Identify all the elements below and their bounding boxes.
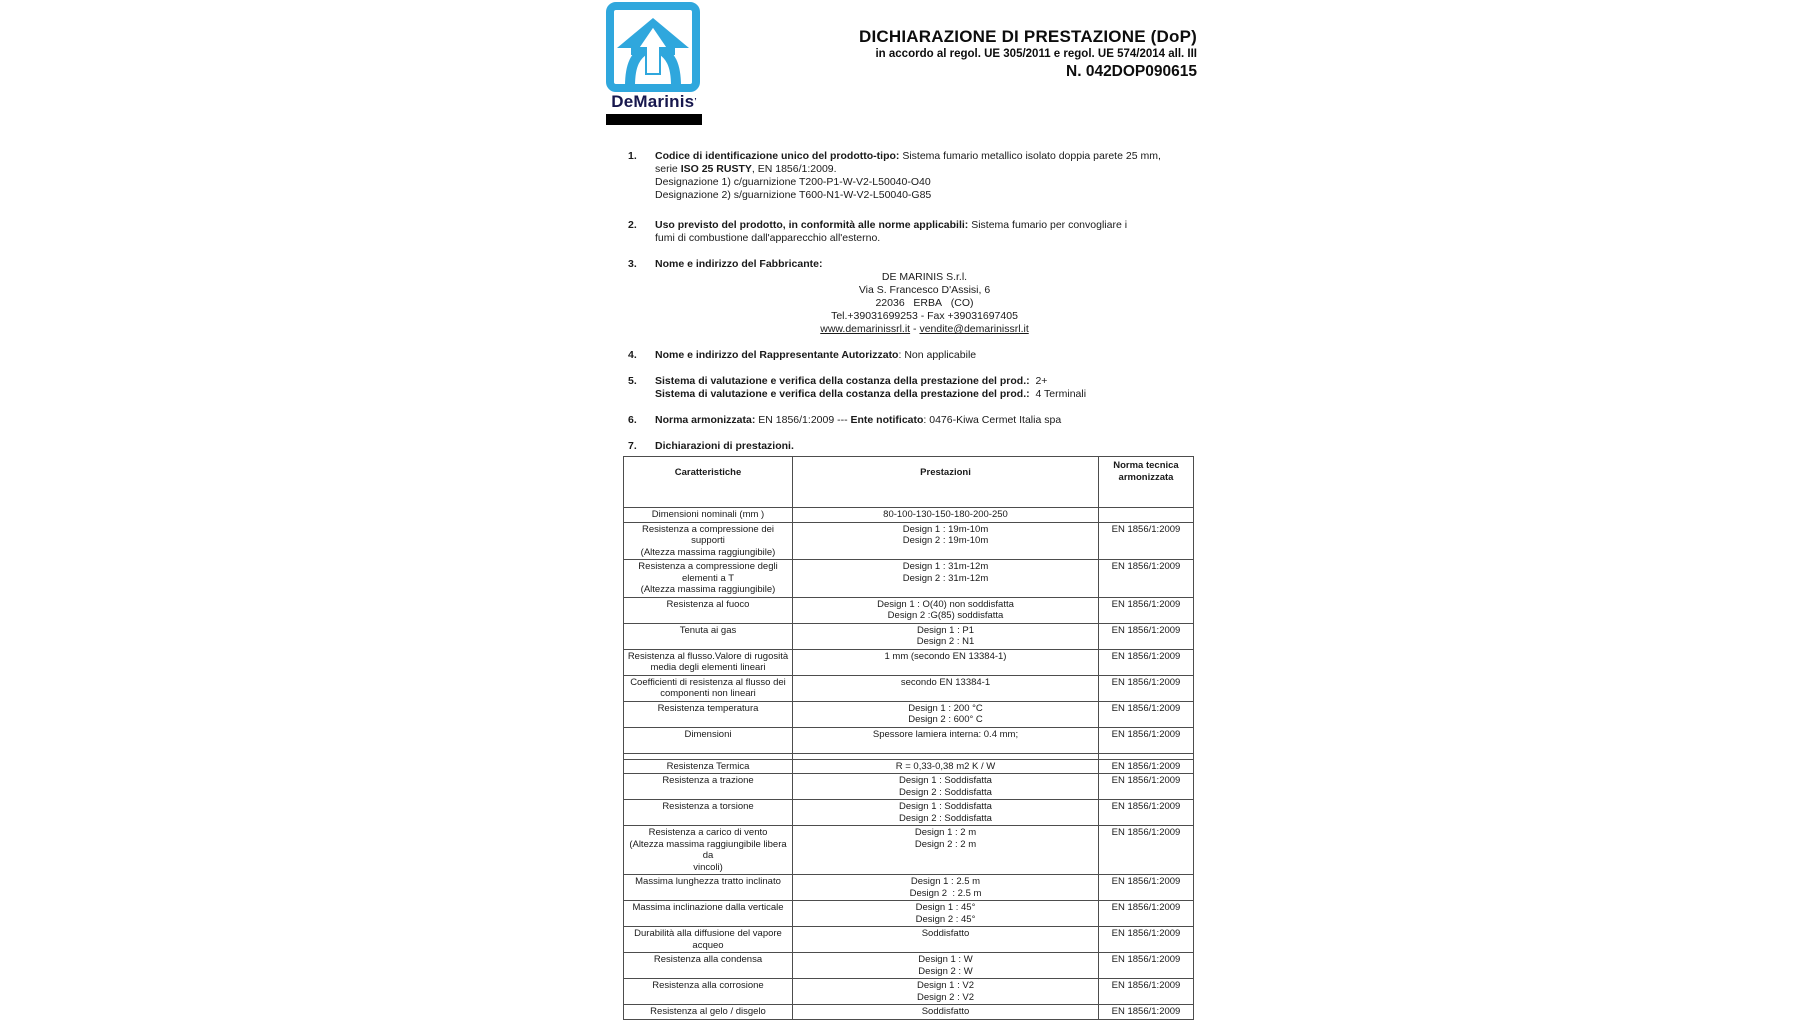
document-item-1	[628, 150, 1194, 202]
item-body	[655, 258, 1194, 336]
table-cell-line: Design 2 :G(85) soddisfatta	[887, 610, 1004, 621]
table-cell-line: acqueo	[692, 939, 724, 951]
table-cell-norma	[1099, 623, 1194, 649]
table-row	[624, 508, 1194, 523]
table-cell-line: Resistenza a torsione	[662, 801, 754, 812]
table-cell-line: (Altezza massima raggiungibile libera da	[629, 838, 787, 861]
table-cell-line: Design 2 : W	[918, 965, 973, 977]
text-segment: Nome e indirizzo del Fabbricante:	[655, 258, 823, 270]
demarinis-logo	[605, 2, 703, 125]
table-cell	[793, 522, 1099, 560]
table-cell-line: EN 1856/1:2009	[1111, 827, 1181, 838]
table-header-row	[624, 457, 1194, 508]
table-cell	[793, 1005, 1099, 1020]
text-segment: : 0476-Kiwa Cermet Italia spa	[923, 414, 1062, 426]
table-cell-line: EN 1856/1:2009	[1111, 1006, 1181, 1017]
table-cell	[624, 675, 793, 701]
item-number: 4.	[628, 349, 637, 361]
table-cell-line: 80-100-130-150-180-200-250	[883, 509, 1008, 520]
table-cell-norma	[1099, 649, 1194, 675]
text-segment: Sistema fumario metallico isolato doppia parete 25 mm,	[899, 150, 1161, 162]
table-cell	[793, 701, 1099, 727]
table-cell	[624, 927, 793, 953]
table-cell-line: vincoli)	[693, 861, 723, 873]
declarations-table	[623, 456, 1194, 1020]
table-cell	[624, 774, 793, 800]
text-line	[655, 375, 1194, 388]
document-item-4	[628, 349, 1194, 362]
text-segment: Dichiarazioni di prestazioni.	[655, 440, 794, 452]
table-cell	[793, 623, 1099, 649]
table-cell-line: Design 1 : V2	[916, 980, 975, 991]
table-cell	[793, 675, 1099, 701]
manufacturer-address-block	[655, 271, 1194, 336]
table-cell	[793, 597, 1099, 623]
table-cell	[793, 953, 1099, 979]
document-number: N. 042DOP090615	[1066, 63, 1197, 80]
text-segment: DE MARINIS S.r.l.	[881, 271, 968, 283]
table-cell-line: componenti non lineari	[660, 688, 756, 699]
text-line	[655, 284, 1194, 297]
table-cell	[793, 875, 1099, 901]
table-cell-norma	[1099, 759, 1194, 774]
item-body	[655, 440, 1194, 453]
text-segment: Norma armonizzata:	[655, 414, 756, 426]
table-cell-line: Soddisfatto	[921, 928, 970, 939]
table-cell-norma	[1099, 826, 1194, 875]
text-line	[655, 440, 1194, 453]
table-cell	[793, 759, 1099, 774]
table-cell-line: Design 1 : Soddisfatta	[899, 775, 992, 786]
item-number: 5.	[628, 375, 637, 387]
table-cell	[624, 701, 793, 727]
text-line	[655, 163, 1194, 176]
table-cell-line: Resistenza alla condensa	[653, 954, 763, 965]
table-cell-line: Design 2 : 2.5 m	[909, 887, 982, 899]
table-cell-line: Design 1 : 2 m	[914, 827, 977, 838]
table-cell-line: EN 1856/1:2009	[1111, 702, 1181, 714]
table-cell-norma	[1099, 927, 1194, 953]
text-segment: Via S. Francesco D'Assisi, 6	[858, 284, 991, 296]
table-cell	[624, 560, 793, 598]
table-row	[624, 727, 1194, 753]
logo-black-bar	[606, 114, 702, 125]
table-cell-line: Resistenza al flusso.Valore di rugosità	[627, 650, 789, 662]
table-cell-line: Design 1 : P1	[916, 624, 975, 636]
table-cell-line: Coefficienti di resistenza al flusso dei	[630, 676, 786, 688]
text-segment: Sistema di valutazione e verifica della costanza della prestazione del prod.:	[655, 375, 1030, 387]
table-cell-line: EN 1856/1:2009	[1111, 676, 1181, 688]
item-body	[655, 219, 1194, 245]
document-item-5	[628, 375, 1194, 401]
table-cell-line: Design 2 : 45°	[915, 913, 976, 925]
table-cell-line: EN 1856/1:2009	[1111, 650, 1181, 662]
items-list	[628, 150, 1194, 466]
table-cell-norma	[1099, 522, 1194, 560]
text-segment: Sistema fumario per convogliare i	[968, 219, 1128, 231]
table-row	[624, 1005, 1194, 1020]
table-cell	[793, 979, 1099, 1005]
item-number: 7.	[628, 440, 637, 452]
table-cell-line: Design 1 : Soddisfatta	[899, 801, 992, 812]
text-segment: EN 1856/1:2009 ---	[755, 414, 851, 426]
table-cell-line: EN 1856/1:2009	[1111, 523, 1181, 535]
document-item-7	[628, 440, 1194, 453]
text-segment: serie	[655, 163, 681, 175]
chimney-logo-icon	[605, 2, 701, 92]
table-row	[624, 759, 1194, 774]
table-cell-line: Resistenza temperatura	[657, 702, 759, 714]
table-cell	[624, 623, 793, 649]
table-cell	[793, 800, 1099, 826]
table-cell	[624, 649, 793, 675]
table-cell-line: Dimensioni	[684, 728, 732, 740]
table-row	[624, 597, 1194, 623]
table-cell-line: EN 1856/1:2009	[1111, 624, 1181, 636]
table-row	[624, 953, 1194, 979]
table-cell-norma	[1099, 901, 1194, 927]
column-header-caratteristiche: Caratteristiche	[624, 457, 793, 508]
table-cell-line: EN 1856/1:2009	[1111, 561, 1181, 572]
text-segment: 2+	[1029, 375, 1048, 387]
table-cell-line	[795, 740, 1096, 752]
text-line	[655, 219, 1194, 232]
table-cell-line: (Altezza massima raggiungibile)	[640, 546, 776, 558]
table-row	[624, 901, 1194, 927]
column-header-norma: Norma tecnica armonizzata	[1099, 457, 1194, 508]
table-cell-line	[1101, 509, 1191, 521]
text-segment: : Non applicabile	[898, 349, 977, 361]
table-cell-norma	[1099, 1005, 1194, 1020]
table-cell-line: Design 1 : W	[918, 954, 973, 965]
table-cell-norma	[1099, 953, 1194, 979]
table-row	[624, 649, 1194, 675]
table-cell-norma	[1099, 597, 1194, 623]
table-cell-line: EN 1856/1:2009	[1111, 980, 1181, 991]
table-row	[624, 875, 1194, 901]
logo-trademark: ’	[694, 97, 697, 106]
table-cell-norma	[1099, 675, 1194, 701]
performance-table	[623, 456, 1194, 1020]
table-cell	[624, 1005, 793, 1020]
text-segment: 4 Terminali	[1029, 388, 1087, 400]
table-cell	[793, 560, 1099, 598]
text-line	[655, 414, 1194, 427]
table-cell	[624, 875, 793, 901]
text-line	[655, 258, 1194, 271]
link[interactable]: vendite@demarinissrl.it	[919, 323, 1029, 335]
item-number: 2.	[628, 219, 637, 231]
table-cell-line: secondo EN 13384-1	[900, 676, 991, 688]
table-cell-line: Design 1 : 45°	[915, 902, 976, 913]
table-cell-line: Tenuta ai gas	[679, 624, 737, 636]
table-cell-line: Durabilità alla diffusione del vapore	[634, 928, 782, 939]
table-row	[624, 774, 1194, 800]
text-segment: Tel.+39031699253 - Fax +39031697405	[831, 310, 1018, 322]
text-segment: Nome e indirizzo del Rappresentante Autorizzato	[655, 349, 899, 361]
table-cell-line: Design 1 : 2.5 m	[910, 876, 981, 887]
table-cell-line: (Altezza massima raggiungibile)	[640, 584, 776, 595]
table-row	[624, 979, 1194, 1005]
document-item-6	[628, 414, 1194, 427]
text-segment: Uso previsto del prodotto, in conformità alle norme applicabili:	[655, 219, 969, 231]
table-row	[624, 701, 1194, 727]
table-cell-line: EN 1856/1:2009	[1111, 598, 1181, 610]
table-cell-line: EN 1856/1:2009	[1111, 954, 1181, 965]
item-number: 3.	[628, 258, 637, 270]
table-cell	[793, 508, 1099, 523]
link[interactable]: www.demarinissrl.it	[820, 323, 911, 335]
table-cell	[624, 522, 793, 560]
table-cell	[624, 508, 793, 523]
text-line	[655, 232, 1194, 245]
table-cell-line: Resistenza alla corrosione	[652, 980, 764, 991]
table-cell	[624, 953, 793, 979]
table-cell-line: EN 1856/1:2009	[1111, 775, 1181, 786]
table-cell	[624, 800, 793, 826]
table-cell-line: EN 1856/1:2009	[1111, 728, 1181, 740]
text-line	[655, 271, 1194, 284]
text-line	[655, 297, 1194, 310]
table-cell-norma	[1099, 774, 1194, 800]
text-segment: , EN 1856/1:2009.	[751, 163, 837, 175]
text-line	[655, 176, 1194, 189]
table-cell-line: Design 2 : Soddisfatta	[899, 786, 992, 798]
document-title: DICHIARAZIONE DI PRESTAZIONE (DoP)	[859, 27, 1197, 46]
table-cell-norma	[1099, 800, 1194, 826]
table-cell	[624, 727, 793, 753]
table-cell-line: Dimensioni nominali (mm )	[651, 509, 765, 520]
text-segment: Designazione 2) s/guarnizione T600-N1-W-V2-L50040-G85	[655, 189, 932, 201]
text-segment: 22036 ERBA (CO)	[875, 297, 974, 309]
table-cell	[793, 826, 1099, 875]
item-body	[655, 375, 1194, 401]
logo-wordmark: DeMarinis’	[611, 92, 697, 111]
text-line	[655, 310, 1194, 323]
table-cell-line: EN 1856/1:2009	[1111, 928, 1181, 939]
document-item-3	[628, 258, 1194, 336]
table-cell-line: Design 2 : Soddisfatta	[899, 812, 992, 824]
table-cell	[793, 927, 1099, 953]
table-cell-line: Resistenza Termica	[666, 760, 750, 772]
table-cell	[793, 649, 1099, 675]
table-cell-norma	[1099, 508, 1194, 523]
text-segment: Codice di identificazione unico del prodotto-tipo:	[655, 150, 900, 162]
table-cell-line: EN 1856/1:2009	[1111, 801, 1181, 812]
text-segment: fumi di combustione dall'apparecchio all'esterno.	[655, 232, 881, 244]
table-cell-line: Resistenza a carico di vento	[648, 827, 768, 838]
table-cell-line: Resistenza al fuoco	[666, 598, 750, 610]
table-cell-line: 1 mm (secondo EN 13384-1)	[884, 650, 1007, 662]
text-segment: -	[910, 323, 920, 335]
table-row	[624, 675, 1194, 701]
table-cell	[624, 759, 793, 774]
text-line	[655, 189, 1194, 202]
table-cell-line: Design 1 : O(40) non soddisfatta	[877, 598, 1014, 610]
table-row	[624, 826, 1194, 875]
table-cell	[793, 774, 1099, 800]
table-cell	[793, 901, 1099, 927]
table-cell-line: Design 2 : 600° C	[908, 714, 983, 725]
table-cell	[624, 979, 793, 1005]
table-cell-line: Design 2 : N1	[916, 636, 975, 647]
table-cell-line: Resistenza al gelo / disgelo	[650, 1006, 766, 1017]
text-line	[655, 349, 1194, 362]
table-cell-line: Design 2 : 19m-10m	[902, 535, 989, 546]
table-cell-norma	[1099, 560, 1194, 598]
table-cell-line: Design 1 : 200 °C	[908, 702, 983, 714]
table-cell-line: Design 2 : 2 m	[914, 838, 977, 850]
document-header	[700, 27, 1197, 81]
table-cell-norma	[1099, 727, 1194, 753]
item-body	[655, 150, 1194, 202]
table-cell-line: R = 0,33-0,38 m2 K / W	[895, 760, 996, 772]
table-cell	[624, 901, 793, 927]
table-cell-line: EN 1856/1:2009	[1111, 876, 1181, 887]
table-cell-norma	[1099, 979, 1194, 1005]
table-cell-line: Resistenza a trazione	[662, 775, 754, 786]
text-line	[655, 150, 1194, 163]
table-row	[624, 522, 1194, 560]
table-cell-line: Soddisfatto	[921, 1006, 970, 1017]
text-segment: Designazione 1) c/guarnizione T200-P1-W-V2-L50040-O40	[655, 176, 931, 188]
table-cell-norma	[1099, 701, 1194, 727]
item-number: 6.	[628, 414, 637, 426]
table-cell-line: Massima inclinazione dalla verticale	[632, 902, 784, 913]
document-subtitle: in accordo al regol. UE 305/2011 e regol. UE 574/2014 all. III	[875, 48, 1197, 60]
table-cell-norma	[1099, 875, 1194, 901]
table-cell-line: Massima lunghezza tratto inclinato	[635, 876, 781, 887]
document-item-2	[628, 219, 1194, 245]
table-cell	[624, 826, 793, 875]
text-segment: ISO 25 RUSTY	[680, 163, 752, 175]
text-line	[655, 388, 1194, 401]
table-row	[624, 560, 1194, 598]
item-body	[655, 349, 1194, 362]
table-cell	[624, 597, 793, 623]
column-header-prestazioni: Prestazioni	[793, 457, 1099, 508]
table-cell-line: EN 1856/1:2009	[1111, 760, 1181, 772]
table-cell	[793, 727, 1099, 753]
item-number: 1.	[628, 150, 637, 162]
table-cell-line: EN 1856/1:2009	[1111, 902, 1181, 913]
table-cell-line: Design 2 : V2	[916, 991, 975, 1003]
table-cell-line: Design 1 : 31m-12m	[902, 561, 989, 572]
text-segment: Ente notificato	[850, 414, 924, 426]
table-cell-line: Design 1 : 19m-10m	[902, 523, 989, 535]
table-cell-line: Design 2 : 31m-12m	[902, 572, 989, 584]
text-segment: Sistema di valutazione e verifica della costanza della prestazione del prod.:	[655, 388, 1030, 400]
table-cell-line: Spessore lamiera interna: 0.4 mm;	[872, 728, 1019, 740]
table-cell-line: Resistenza a compressione degli	[638, 561, 778, 572]
table-row	[624, 623, 1194, 649]
table-cell-line: media degli elementi lineari	[650, 662, 766, 673]
table-row	[624, 800, 1194, 826]
item-body	[655, 414, 1194, 427]
table-cell-line: Resistenza a compressione dei supporti	[641, 523, 774, 546]
table-row	[624, 927, 1194, 953]
table-cell-line: elementi a T	[681, 572, 735, 584]
text-line	[655, 323, 1194, 336]
